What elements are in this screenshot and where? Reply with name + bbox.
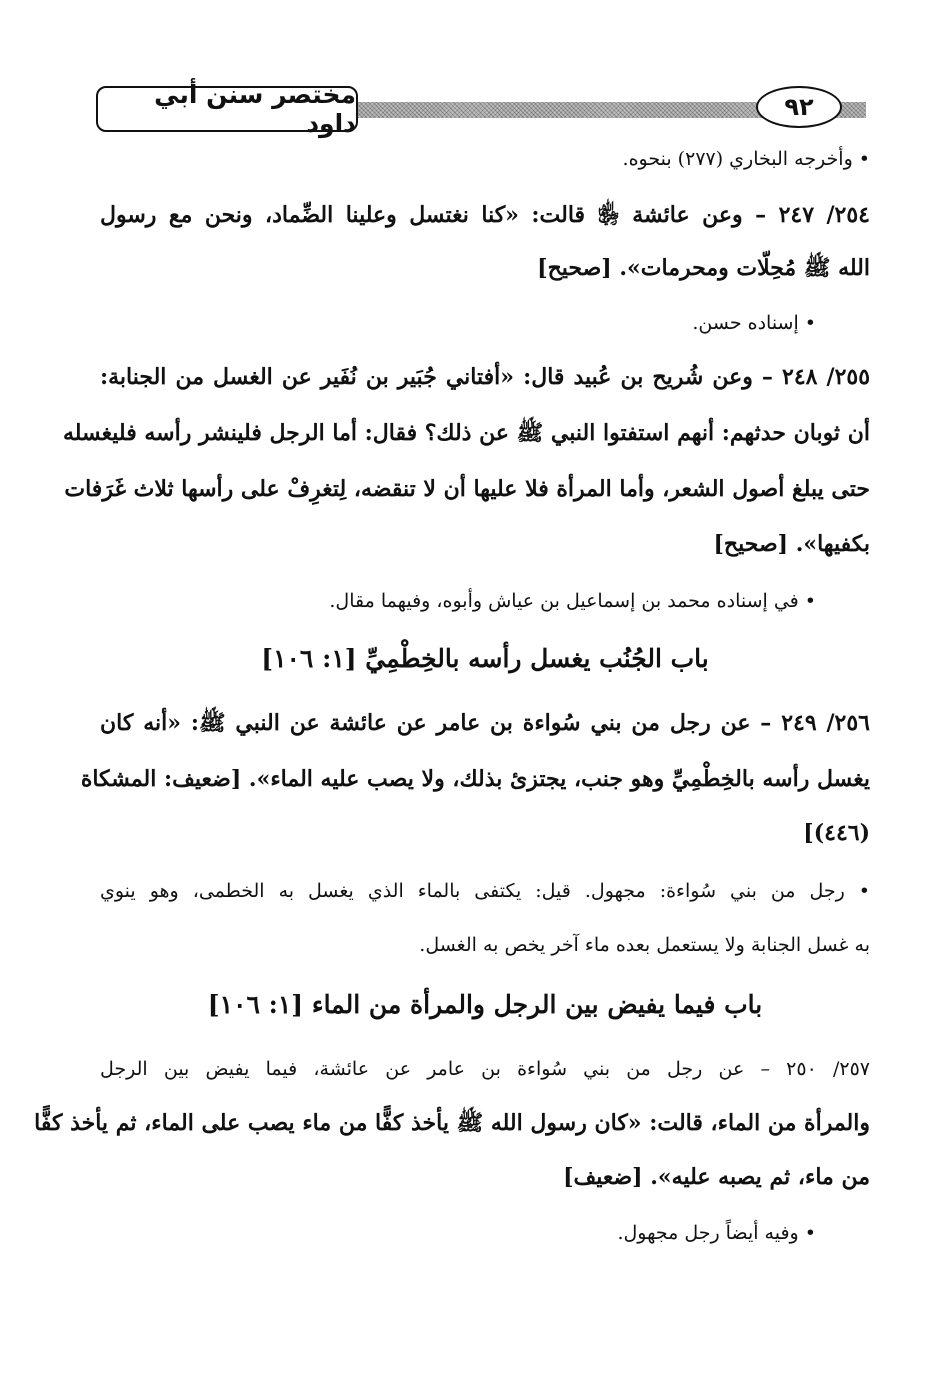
takhrij-note: به غسل الجنابة ولا يستعمل بعده ماء آخر يخص به الغسل. (419, 934, 870, 956)
hadith-text-line: ٢٥٤/ ٢٤٧ – وعن عائشة ﵂ قالت: «كنا نغتسل وعلينا الضِّماد، ونحن مع رسول (100, 202, 870, 228)
book-title: مختصر سنن أبي داود (154, 80, 356, 138)
hadith-text-line: (٤٤٦)] (803, 820, 870, 846)
hadith-text-line: من ماء، ثم يصبه عليه». [ضعيف] (563, 1164, 870, 1190)
hadith-text-line: ٢٥٥/ ٢٤٨ – وعن شُريح بن عُبيد قال: «أفتاني جُبَير بن نُفَير عن الغسل من الجنابة: (100, 364, 871, 390)
takhrij-note: • وأخرجه البخاري (٢٧٧) بنحوه. (100, 144, 870, 174)
hadith-text-line: أن ثوبان حدثهم: أنهم استفتوا النبي ﷺ عن ذلك؟ فقال: أما الرجل فلينشر رأسه فليغسله (62, 420, 870, 446)
takhrij-note: • إسناده حسن. (100, 308, 816, 338)
hadith-text-line: الله ﷺ مُحِلّات ومحرمات». [صحيح] (537, 255, 870, 281)
hadith-text-line: والمرأة من الماء، قالت: «كان رسول الله ﷺ يأخذ كفًّا من ماء يصب على الماء، ثم يأخذ كفًّا (34, 1110, 870, 1136)
hadith-text-line: ٢٥٧/ ٢٥٠ – عن رجل من بني سُواءة بن عامر عن عائشة، فيما يفيض بين الرجل (100, 1058, 870, 1080)
hadith-text-line: يغسل رأسه بالخِطْمِيِّ وهو جنب، يجتزئ بذلك، ولا يصب عليه الماء». [ضعيف: المشكاة (80, 766, 870, 792)
hadith-text-line: ٢٥٦/ ٢٤٩ – عن رجل من بني سُواءة بن عامر عن عائشة عن النبي ﷺ: «أنه كان (100, 710, 870, 736)
chapter-heading: باب فيما يفيض بين الرجل والمرأة من الماء [١: ١٠٦] (207, 990, 763, 1019)
book-title-box (96, 80, 358, 138)
chapter-heading: باب الجُنُب يغسل رأسه بالخِطْمِيِّ [١: ١٠٦] (261, 644, 709, 673)
takhrij-note: • في إسناده محمد بن إسماعيل بن عياش وأبوه، وفيهما مقال. (100, 586, 816, 616)
hadith-text-line: بكفيها». [صحيح] (713, 531, 870, 557)
page-number: ٩٢ (756, 86, 842, 128)
hadith-text-line: حتى يبلغ أصول الشعر، وأما المرأة فلا عليها أن لا تنقضه، لِتغرِفْ على رأسها ثلاث غَرَفات (64, 476, 870, 502)
takhrij-note: • وفيه أيضاً رجل مجهول. (100, 1218, 816, 1248)
takhrij-note: • رجل من بني سُواءة: مجهول. قيل: يكتفى بالماء الذي يغسل به الخطمى، وهو ينوي (100, 876, 870, 906)
page-header (96, 80, 866, 138)
